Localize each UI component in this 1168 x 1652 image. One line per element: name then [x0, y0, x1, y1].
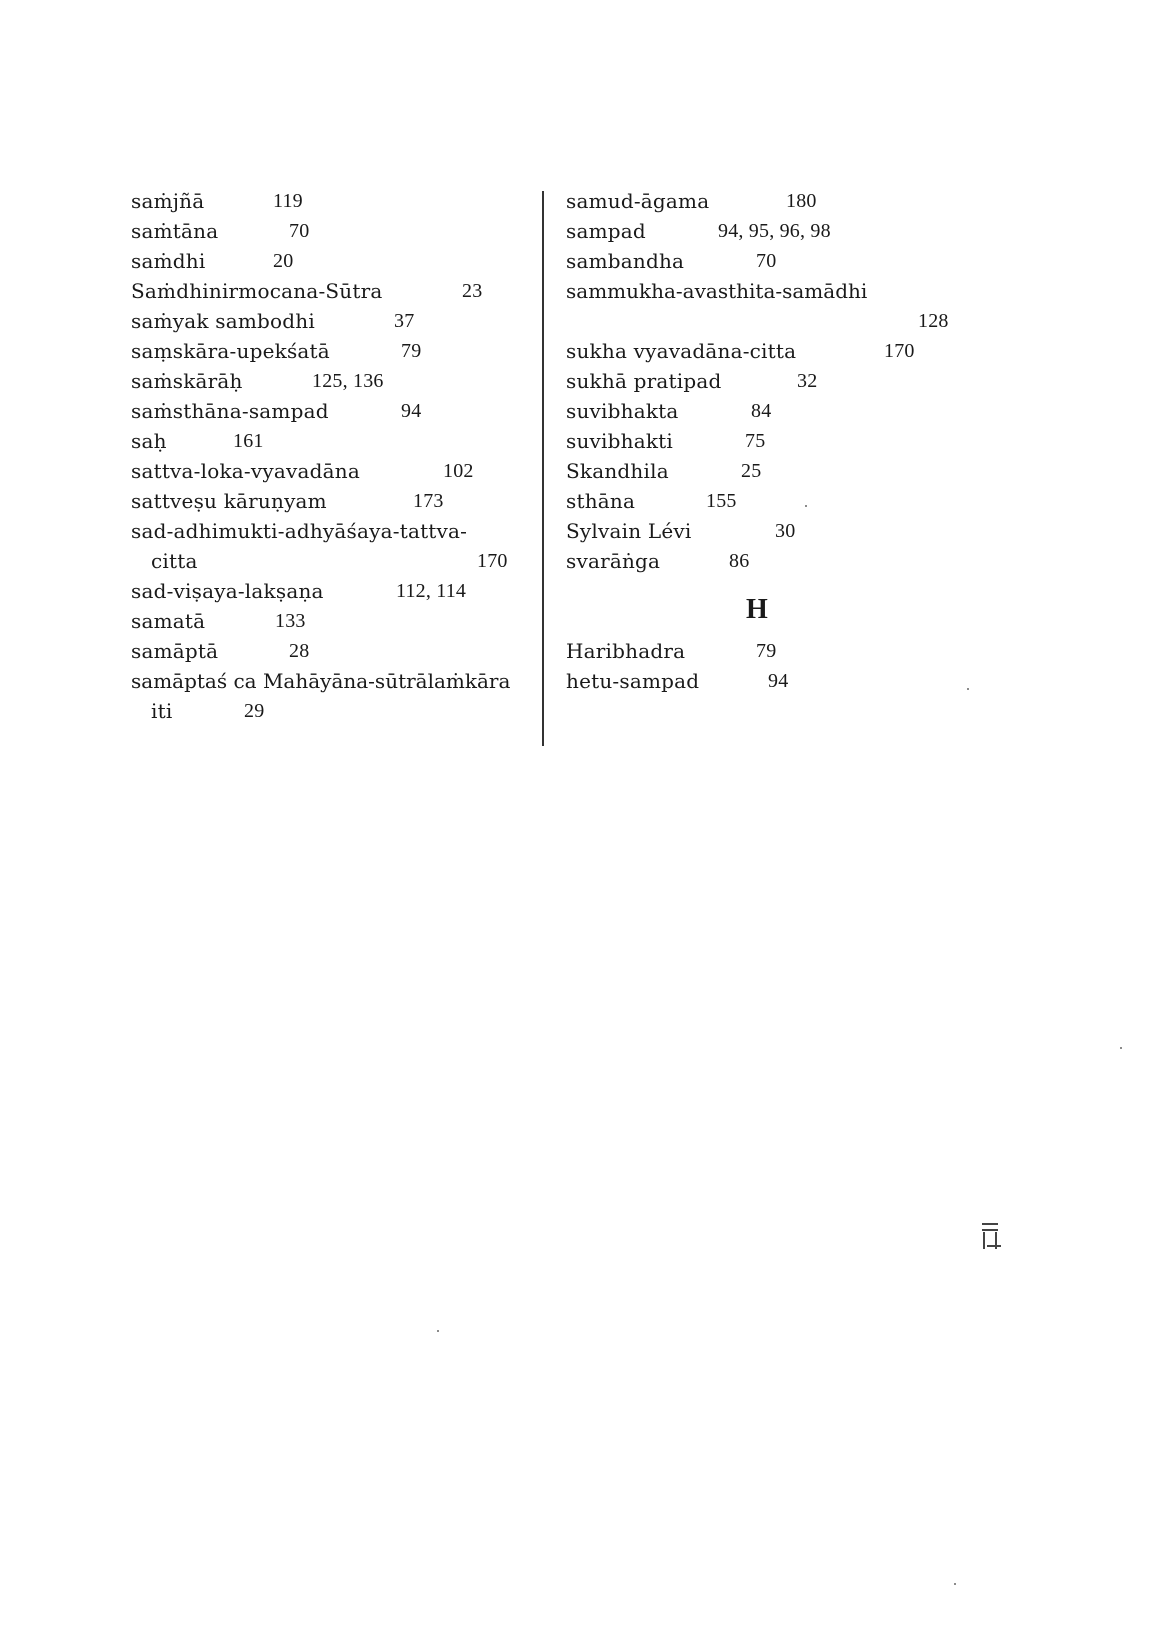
index-pages: 133 [275, 610, 306, 632]
index-pages: 112, 114 [396, 580, 467, 602]
index-term: saṁskārāḥ [131, 369, 243, 393]
print-speck [1120, 1047, 1122, 1049]
index-pages: 86 [729, 550, 750, 572]
index-pages: 170 [477, 550, 508, 572]
print-speck [437, 1330, 439, 1332]
index-term: citta [151, 549, 198, 573]
column-divider [542, 191, 544, 746]
index-pages: 20 [273, 250, 294, 272]
index-term: saṁsthāna-sampad [131, 399, 329, 423]
index-term: Sylvain Lévi [566, 519, 692, 543]
index-pages: 128 [918, 310, 949, 332]
margin-mark-icon [980, 1223, 1002, 1251]
print-speck [954, 1583, 956, 1585]
index-term: Skandhila [566, 459, 669, 483]
index-term: sukhā pratipad [566, 369, 722, 393]
index-pages: 84 [751, 400, 772, 422]
index-pages: 79 [756, 640, 777, 662]
index-term: sad-adhimukti-adhyāśaya-tattva- [131, 519, 468, 543]
index-pages: 102 [443, 460, 474, 482]
index-pages: 23 [462, 280, 483, 302]
index-term: Haribhadra [566, 639, 686, 663]
index-term: saṁtāna [131, 219, 219, 243]
print-speck [967, 688, 969, 690]
index-term: suvibhakta [566, 399, 679, 423]
index-pages: 180 [786, 190, 817, 212]
index-term: samāptā [131, 639, 219, 663]
section-heading-h: H [746, 594, 768, 625]
index-pages: 30 [775, 520, 796, 542]
index-pages: 170 [884, 340, 915, 362]
index-pages: 28 [289, 640, 310, 662]
index-term: samāptaś ca Mahāyāna-sūtrālaṁkāra [131, 669, 511, 693]
index-pages: 94, 95, 96, 98 [718, 220, 831, 242]
index-term: sambandha [566, 249, 685, 273]
index-pages: 32 [797, 370, 818, 392]
index-pages: 94 [401, 400, 422, 422]
index-pages: 94 [768, 670, 789, 692]
index-pages: 173 [413, 490, 444, 512]
index-term: Saṁdhinirmocana-Sūtra [131, 279, 383, 303]
index-term: sampad [566, 219, 646, 243]
index-pages: 29 [244, 700, 265, 722]
index-term: saḥ [131, 429, 167, 453]
index-term: saṁdhi [131, 249, 206, 273]
index-pages: 125, 136 [312, 370, 384, 392]
index-term: saṁyak sambodhi [131, 309, 315, 333]
print-speck [805, 505, 807, 507]
index-term: sammukha-avasthita-samādhi [566, 279, 868, 303]
index-pages: 155 [706, 490, 737, 512]
index-term: sattveṣu kāruṇyam [131, 489, 327, 513]
index-term: suvibhakti [566, 429, 673, 453]
index-pages: 119 [273, 190, 303, 212]
index-term: hetu-sampad [566, 669, 700, 693]
index-term: sad-viṣaya-lakṣaṇa [131, 579, 324, 603]
index-pages: 75 [745, 430, 766, 452]
index-term: samud-āgama [566, 189, 710, 213]
index-pages: 70 [756, 250, 777, 272]
index-pages: 37 [394, 310, 415, 332]
index-term: samatā [131, 609, 206, 633]
index-term: sthāna [566, 489, 636, 513]
index-pages: 25 [741, 460, 762, 482]
index-term: iti [151, 699, 173, 723]
index-term: sukha vyavadāna-citta [566, 339, 797, 363]
index-term: svarāṅga [566, 549, 661, 573]
index-pages: 79 [401, 340, 422, 362]
index-term: saṃskāra-upekśatā [131, 339, 330, 363]
index-term: sattva-loka-vyavadāna [131, 459, 360, 483]
index-term: saṁjñā [131, 189, 205, 213]
index-pages: 161 [233, 430, 264, 452]
index-pages: 70 [289, 220, 310, 242]
